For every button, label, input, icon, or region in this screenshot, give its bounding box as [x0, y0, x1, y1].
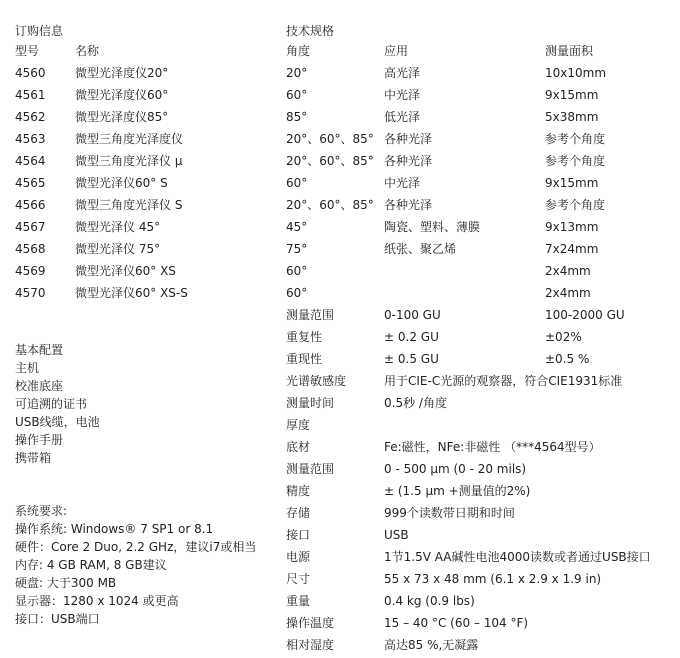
order-info-title: 订购信息 [15, 24, 64, 38]
spec-label: 存储 [286, 506, 311, 520]
angle-cell: 60° [286, 176, 308, 190]
spec-value: 0 - 500 μm (0 - 20 mils) [384, 462, 527, 476]
config-item: 操作手册 [15, 433, 64, 447]
angle-cell: 20° [286, 66, 308, 80]
order-model-cell: 4569 [15, 264, 46, 278]
application-cell: 高光泽 [384, 66, 421, 80]
spec-label: 厚度 [286, 418, 311, 432]
order-name-cell: 微型光泽仪 75° [75, 242, 161, 256]
order-model-cell: 4567 [15, 220, 46, 234]
angle-header: 角度 [286, 44, 311, 58]
spec-label: 测量范围 [286, 462, 335, 476]
config-item: 主机 [15, 361, 40, 375]
application-cell: 中光泽 [384, 88, 421, 102]
angle-cell: 75° [286, 242, 308, 256]
spec-value: 15 – 40 °C (60 – 104 °F) [384, 616, 529, 630]
tech-specs-title: 技术规格 [286, 24, 335, 38]
area-cell: 5x38mm [545, 110, 599, 124]
order-model-cell: 4564 [15, 154, 46, 168]
area-cell: 参考个角度 [545, 132, 606, 146]
order-name-cell: 微型三角度光泽仪 μ [75, 154, 183, 168]
angle-cell: 20°、60°、85° [286, 154, 374, 168]
application-cell: 各种光泽 [384, 198, 433, 212]
order-name-cell: 微型三角度光泽度仪 [75, 132, 184, 146]
order-name-cell: 微型三角度光泽仪 S [75, 198, 183, 212]
spec-label: 底材 [286, 440, 311, 454]
order-model-cell: 4560 [15, 66, 46, 80]
order-name-cell: 微型光泽仪60° XS [75, 264, 176, 278]
config-item: 校准底座 [15, 379, 64, 393]
spec-value: 55 x 73 x 48 mm (6.1 x 2.9 x 1.9 in) [384, 572, 602, 586]
basic-config-block [15, 341, 100, 467]
area-cell: 7x24mm [545, 242, 599, 256]
name-header: 名称 [75, 44, 100, 58]
spec-label: 操作温度 [286, 616, 335, 630]
config-item: 可追溯的证书 [15, 397, 88, 411]
spec-label: 相对湿度 [286, 638, 335, 652]
area-cell: 参考个角度 [545, 198, 606, 212]
spec-value: ± 0.5 GU [384, 352, 439, 366]
order-name-cell: 微型光泽度仪85° [75, 110, 169, 124]
spec-value: 0-100 GU [384, 308, 441, 322]
spec-value: 用于CIE-C光源的观察器，符合CIE1931标准 [384, 374, 623, 388]
order-model-cell: 4561 [15, 88, 46, 102]
area-cell: 参考个角度 [545, 154, 606, 168]
config-item: USB线缆，电池 [15, 415, 100, 429]
system-requirement-item: 接口：USB端口 [15, 612, 100, 626]
order-name-cell: 微型光泽仪60° S [75, 176, 168, 190]
angle-cell: 60° [286, 264, 308, 278]
spec-value: ± (1.5 μm +测量值的2%) [384, 484, 531, 498]
spec-value: 1节1.5V AA碱性电池4000读数或者通过USB接口 [384, 550, 651, 564]
angle-cell: 85° [286, 110, 308, 124]
order-model-cell: 4562 [15, 110, 46, 124]
order-model-cell: 4568 [15, 242, 46, 256]
spec-value-secondary: ±0.5 % [545, 352, 590, 366]
spec-label: 测量范围 [286, 308, 335, 322]
angle-cell: 60° [286, 88, 308, 102]
spec-value-secondary: ±02% [545, 330, 582, 344]
spec-value: 高达85 %,无凝露 [384, 638, 479, 652]
order-model-cell: 4566 [15, 198, 46, 212]
order-name-cell: 微型光泽度仪20° [75, 66, 169, 80]
order-model-cell: 4565 [15, 176, 46, 190]
system-requirements-title: 系统要求: [15, 504, 68, 518]
system-requirement-item: 硬件：Core 2 Duo, 2.2 GHz，建议i7或相当 [15, 540, 257, 554]
spec-value-secondary: 100-2000 GU [545, 308, 625, 322]
basic-config-title: 基本配置 [15, 343, 64, 357]
area-header: 测量面积 [545, 44, 594, 58]
config-item: 携带箱 [15, 451, 52, 465]
angle-cell: 45° [286, 220, 308, 234]
application-cell: 纸张、聚乙烯 [384, 242, 457, 256]
spec-label: 光谱敏感度 [286, 374, 347, 388]
order-model-cell: 4570 [15, 286, 46, 300]
spec-value: ± 0.2 GU [384, 330, 439, 344]
spec-label: 重量 [286, 594, 311, 608]
order-name-cell: 微型光泽仪60° XS-S [75, 286, 188, 300]
application-cell: 各种光泽 [384, 132, 433, 146]
spec-label: 接口 [286, 528, 311, 542]
area-cell: 2x4mm [545, 286, 591, 300]
spec-value: Fe:磁性，NFe:非磁性 （***4564型号） [384, 440, 601, 454]
system-requirements-block [15, 502, 256, 628]
spec-label: 测量时间 [286, 396, 335, 410]
angle-cell: 20°、60°、85° [286, 198, 374, 212]
spec-value: 999个读数带日期和时间 [384, 506, 515, 520]
application-cell: 各种光泽 [384, 154, 433, 168]
area-cell: 10x10mm [545, 66, 607, 80]
spec-value: 0.4 kg (0.9 lbs) [384, 594, 475, 608]
area-cell: 2x4mm [545, 264, 591, 278]
system-requirement-item: 操作系统: Windows® 7 SP1 or 8.1 [15, 522, 214, 536]
spec-label: 重复性 [286, 330, 323, 344]
area-cell: 9x15mm [545, 88, 599, 102]
spec-label: 电源 [286, 550, 311, 564]
spec-value: 0.5秒 /角度 [384, 396, 447, 410]
spec-label: 尺寸 [286, 572, 311, 586]
order-model-cell: 4563 [15, 132, 46, 146]
spec-label: 重现性 [286, 352, 323, 366]
application-header: 应用 [384, 44, 409, 58]
spec-label: 精度 [286, 484, 311, 498]
angle-cell: 20°、60°、85° [286, 132, 374, 146]
system-requirement-item: 硬盘: 大于300 MB [15, 576, 117, 590]
spec-value: USB [384, 528, 409, 542]
application-cell: 陶瓷、塑料、薄膜 [384, 220, 481, 234]
model-header: 型号 [15, 44, 40, 58]
order-name-cell: 微型光泽度仪60° [75, 88, 169, 102]
application-cell: 中光泽 [384, 176, 421, 190]
system-requirement-item: 显示器：1280 x 1024 或更高 [15, 594, 179, 608]
area-cell: 9x15mm [545, 176, 599, 190]
application-cell: 低光泽 [384, 110, 421, 124]
system-requirement-item: 内存: 4 GB RAM, 8 GB建议 [15, 558, 167, 572]
area-cell: 9x13mm [545, 220, 599, 234]
angle-cell: 60° [286, 286, 308, 300]
order-name-cell: 微型光泽仪 45° [75, 220, 161, 234]
